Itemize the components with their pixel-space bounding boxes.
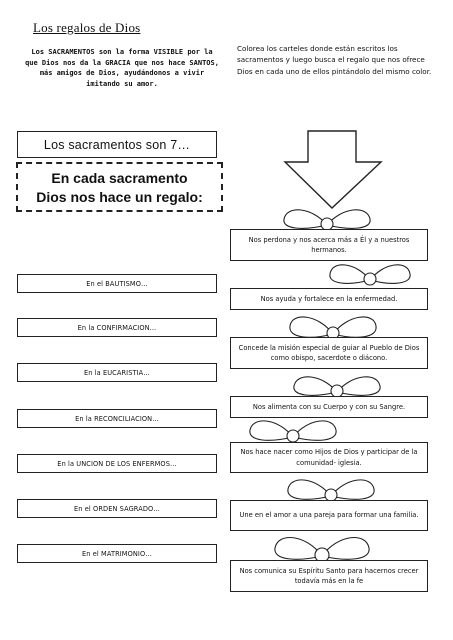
down-arrow-icon — [282, 130, 384, 210]
gift-box-6[interactable] — [230, 500, 428, 531]
gift-heading-box — [16, 162, 223, 212]
sacraments-count-box: Los sacramentos son 7… — [17, 131, 217, 158]
sacrament-label: En el ORDEN SAGRADO… — [74, 504, 160, 513]
sacrament-label: En el MATRIMONIO… — [82, 549, 152, 558]
page-title: Los regalos de Dios — [33, 20, 141, 35]
gift-text: Une en el amor a una pareja para formar una familia. — [239, 511, 419, 520]
gift-bow-icon — [262, 530, 382, 564]
gift-bow-icon — [238, 415, 348, 445]
gift-box-2[interactable] — [230, 288, 428, 310]
gift-text: Concede la misión especial de guiar al Pueblo de Dios como obispo, sacerdote o diácono. — [238, 343, 420, 362]
gift-box-1[interactable] — [230, 229, 428, 261]
sacrament-box-confirmacion[interactable] — [17, 318, 217, 337]
sacrament-box-orden[interactable] — [17, 499, 217, 518]
gift-box-3[interactable] — [230, 337, 428, 369]
gift-heading-line2: Dios nos hace un regalo: — [36, 189, 203, 205]
sacrament-label: En la UNCION DE LOS ENFERMOS… — [57, 459, 177, 468]
gift-box-4[interactable] — [230, 396, 428, 418]
gift-text: Nos alimenta con su Cuerpo y con su Sangre. — [252, 402, 406, 411]
gift-bow-icon — [320, 258, 420, 290]
gift-box-5[interactable] — [230, 442, 428, 473]
sacrament-box-reconciliacion[interactable] — [17, 409, 217, 428]
sacrament-box-matrimonio[interactable] — [17, 544, 217, 563]
sacrament-label: En la RECONCILIACION… — [75, 414, 159, 423]
sacrament-box-uncion[interactable] — [17, 454, 217, 473]
sacrament-box-eucaristia[interactable] — [17, 363, 217, 382]
sacrament-box-bautismo[interactable] — [17, 274, 217, 293]
gift-box-7[interactable] — [230, 560, 428, 592]
sacrament-label: En la CONFIRMACION… — [77, 323, 157, 332]
gift-text: Nos hace nacer como Hijos de Dios y participar de la comunidad- iglesia. — [240, 448, 418, 467]
instructions-text: Colorea los carteles donde están escritos los sacramentos y luego busca el regalo que nos ofrece Dios en cada uno de ellos pintándolo del mismo color. — [237, 44, 432, 76]
intro-text: Los SACRAMENTOS son la forma VISIBLE por la que Dios nos da la GRACIA que nos hace SANTOS, más amigos de Dios, ayudándonos a vivir imitando su amor. — [25, 48, 219, 88]
gift-text: Nos comunica su Espíritu Santo para hacernos crecer todavía más en la fe — [239, 566, 419, 585]
gift-heading-line1: En cada sacramento — [51, 170, 188, 186]
sacrament-label: En la EUCARISTIA… — [83, 368, 150, 377]
gift-text: Nos perdona y nos acerca más a Él y a nuestros hermanos. — [248, 235, 410, 254]
gift-text: Nos ayuda y fortalece en la enfermedad. — [260, 294, 398, 303]
sacrament-label: En el BAUTISMO… — [86, 279, 148, 288]
